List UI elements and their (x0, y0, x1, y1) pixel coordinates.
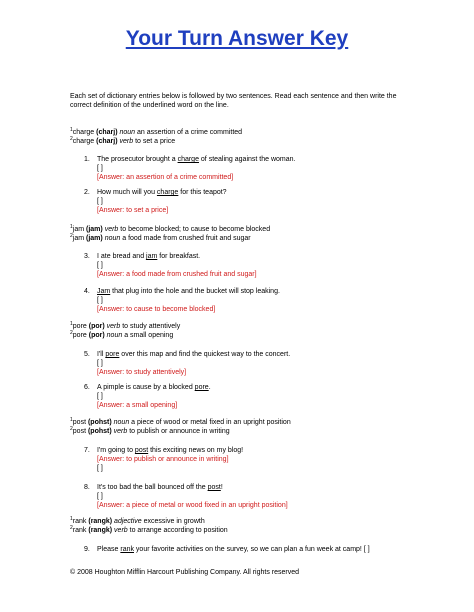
answer-text: [Answer: to publish or announce in writing] (97, 456, 229, 463)
dictionary-entry: $^1$post (pohst) noun a piece of wood or metal fixed in an upright position (70, 417, 291, 426)
dictionary-entry: $^2$jam (jam) noun a food made from crushed fruit and sugar (70, 233, 251, 242)
answer-blank: [ ] (97, 393, 103, 400)
answer-text: [Answer: to set a price] (97, 207, 169, 214)
dictionary-entry: $^1$pore (por) verb to study attentively (70, 321, 181, 330)
dictionary-entries-rank (70, 517, 430, 535)
answer-blank: [ ] (97, 165, 103, 172)
answer-blank: [ ] (97, 360, 103, 367)
answer-blank: [ ] (97, 493, 103, 500)
page-title: Your Turn Answer Key (125, 27, 349, 50)
answer-blank: [ ] (97, 465, 103, 472)
dictionary-entries-post (70, 418, 430, 436)
dictionary-entry: $^2$charge (charj) verb to set a price (70, 136, 176, 145)
dictionary-entry: $^1$rank (rangk) adjective excessive in growth (70, 516, 205, 525)
answer-blank: [ ] (97, 297, 103, 304)
answer-text: [Answer: a piece of metal or wood fixed in an upright position] (97, 502, 288, 509)
dictionary-entry: $^2$rank (rangk) verb to arrange according to position (70, 525, 228, 534)
answer-blank: [ ] (97, 198, 103, 205)
dictionary-entry: $^1$jam (jam) verb to become blocked; to cause to become blocked (70, 224, 271, 233)
answer-text: [Answer: a food made from crushed fruit and sugar] (97, 271, 257, 278)
answer-text: [Answer: to study attentively] (97, 369, 187, 376)
instructions: Each set of dictionary entries below is followed by two sentences. Read each sentence and then write the correct definition of the underlined word on the line. (70, 93, 397, 109)
copyright-footer: © 2008 Houghton Mifflin Harcourt Publishing Company. All rights reserved (70, 569, 300, 576)
dictionary-entries-pore (70, 322, 430, 340)
dictionary-entry: $^2$pore (por) noun a small opening (70, 330, 174, 339)
dictionary-entries-jam (70, 225, 430, 243)
answer-text: [Answer: to cause to become blocked] (97, 306, 216, 313)
dictionary-entry: $^2$post (pohst) verb to publish or announce in writing (70, 426, 230, 435)
dictionary-entries-charge (70, 128, 430, 146)
answer-text: [Answer: an assertion of a crime committed] (97, 174, 234, 181)
answer-blank: [ ] (97, 262, 103, 269)
dictionary-entry: $^1$charge (charj) noun an assertion of a crime committed (70, 127, 243, 136)
answer-text: [Answer: a small opening] (97, 402, 178, 409)
